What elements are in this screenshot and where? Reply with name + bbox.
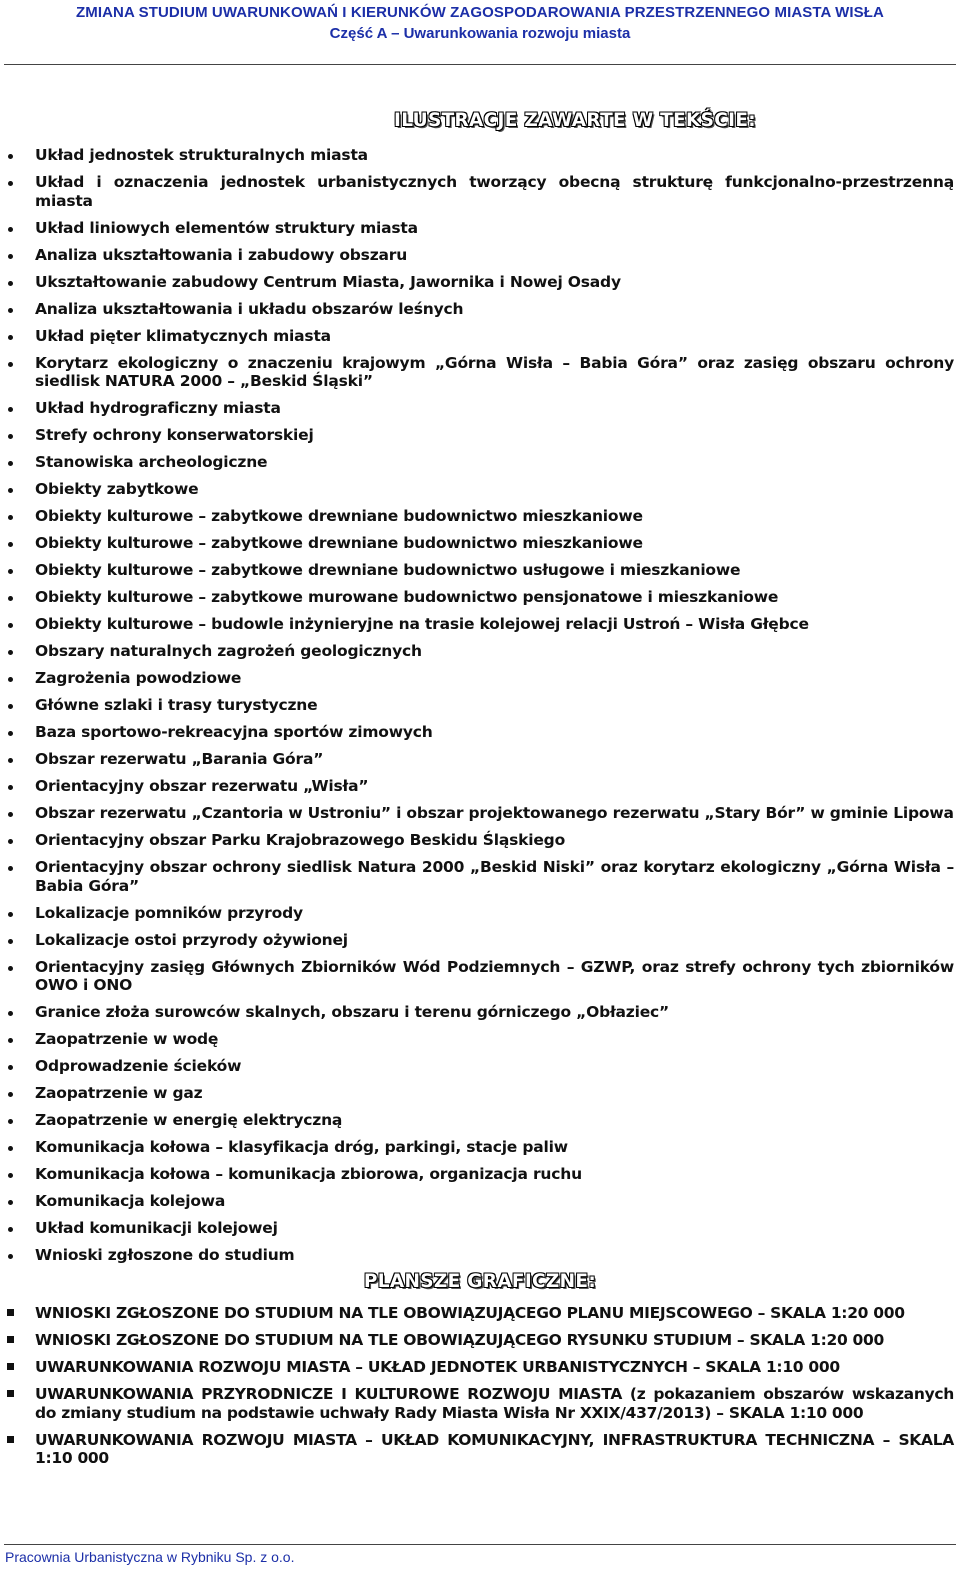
illustration-item-text: Obiekty kulturowe – zabytkowe drewniane budownictwo mieszkaniowe (35, 534, 643, 552)
illustration-item-text: Układ hydrograficzny miasta (35, 399, 281, 417)
round-bullet-icon (8, 515, 13, 520)
plan-item-text: WNIOSKI ZGŁOSZONE DO STUDIUM NA TLE OBOWIĄZUJĄCEGO RYSUNKU STUDIUM – SKALA 1:20 000 (35, 1331, 885, 1349)
illustration-item (0, 831, 960, 850)
illustration-item (0, 723, 960, 742)
illustration-item (0, 273, 960, 292)
round-bullet-icon (8, 1227, 13, 1232)
illustration-item-text: Obiekty kulturowe – budowle inżynieryjne na trasie kolejowej relacji Ustroń – Wisła Głębce (35, 615, 809, 633)
illustration-item (0, 1138, 960, 1157)
illustration-item-text: Komunikacja kołowa – klasyfikacja dróg, parkingi, stacje paliw (35, 1138, 568, 1156)
round-bullet-icon (8, 1146, 13, 1151)
plan-item-text: WNIOSKI ZGŁOSZONE DO STUDIUM NA TLE OBOWIĄZUJĄCEGO PLANU MIEJSCOWEGO – SKALA 1:20 000 (35, 1304, 905, 1322)
illustration-item-text: Obszary naturalnych zagrożeń geologicznych (35, 642, 422, 660)
round-bullet-icon (8, 731, 13, 736)
round-bullet-icon (8, 1038, 13, 1043)
illustration-item (0, 480, 960, 499)
illustration-item (0, 1165, 960, 1184)
round-bullet-icon (8, 758, 13, 763)
round-bullet-icon (8, 1173, 13, 1178)
illustration-item (0, 246, 960, 265)
illustration-item (0, 399, 960, 418)
illustration-item-text: Lokalizacje ostoi przyrody ożywionej (35, 930, 348, 949)
plan-item (0, 1331, 960, 1350)
illustration-item (0, 1111, 960, 1130)
illustration-item (0, 146, 960, 165)
illustration-item-text: Orientacyjny obszar rezerwatu „Wisła” (35, 777, 369, 795)
round-bullet-icon (8, 461, 13, 466)
round-bullet-icon (8, 1065, 13, 1070)
illustration-item-text: Zaopatrzenie w gaz (35, 1084, 203, 1102)
illustration-item (0, 931, 960, 950)
round-bullet-icon (8, 677, 13, 682)
illustration-item (0, 750, 960, 769)
plan-item-text: UWARUNKOWANIA ROZWOJU MIASTA – UKŁAD KOMUNIKACYJNY, INFRASTRUKTURA TECHNICZNA – SKALA 1:10 000 (35, 1430, 954, 1467)
illustration-item-text: Orientacyjny zasięg Głównych Zbiorników Wód Podziemnych – GZWP, oraz strefy ochrony tych zbiorników OWO i ONO (35, 957, 954, 994)
illustration-item (0, 777, 960, 796)
round-bullet-icon (8, 812, 13, 817)
round-bullet-icon (8, 785, 13, 790)
round-bullet-icon (8, 650, 13, 655)
illustration-item-text: Układ i oznaczenia jednostek urbanistycznych tworzący obecną strukturę funkcjonalno-przestrzenną miasta (35, 173, 954, 210)
illustration-item-text: Strefy ochrony konserwatorskiej (35, 426, 314, 444)
illustration-item-text: Główne szlaki i trasy turystyczne (35, 696, 318, 714)
round-bullet-icon (8, 227, 13, 232)
document-subtitle: Część A – Uwarunkowania rozwoju miasta (329, 25, 631, 42)
round-bullet-icon (8, 254, 13, 259)
illustration-item-text: Obszar rezerwatu „Czantoria w Ustroniu” i obszar projektowanego rezerwatu „Stary Bór” w gminie Lipowa (35, 804, 954, 822)
illustrations-list (0, 146, 960, 1273)
illustration-item-text: Obiekty zabytkowe (35, 480, 199, 498)
round-bullet-icon (8, 839, 13, 844)
square-bullet-icon (7, 1309, 14, 1316)
illustration-item-text: Układ komunikacji kolejowej (35, 1219, 278, 1237)
illustration-item-text: Zaopatrzenie w energię elektryczną (35, 1111, 343, 1129)
illustration-item-text: Komunikacja kołowa – komunikacja zbiorowa, organizacja ruchu (35, 1165, 582, 1183)
illustration-item-text: Korytarz ekologiczny o znaczeniu krajowym „Górna Wisła – Babia Góra” oraz zasięg obszaru ochrony siedlisk NATURA 2000 – „Beskid Śląski” (35, 353, 954, 390)
header-divider (4, 64, 956, 65)
round-bullet-icon (8, 966, 13, 971)
square-bullet-icon (7, 1336, 14, 1343)
round-bullet-icon (8, 939, 13, 944)
illustration-item (0, 173, 960, 210)
round-bullet-icon (8, 1092, 13, 1097)
illustration-item-text: Obiekty kulturowe – zabytkowe murowane budownictwo pensjonatowe i mieszkaniowe (35, 588, 779, 606)
square-bullet-icon (7, 1436, 14, 1443)
illustration-item-text: Orientacyjny obszar ochrony siedlisk Natura 2000 „Beskid Niski” oraz korytarz ekologiczny „Górna Wisła – Babia Góra” (35, 858, 954, 895)
illustration-item (0, 1003, 960, 1022)
square-bullet-icon (7, 1390, 14, 1397)
round-bullet-icon (8, 1011, 13, 1016)
round-bullet-icon (8, 1200, 13, 1205)
plan-item (0, 1358, 960, 1377)
illustration-item-text: Układ liniowych elementów struktury miasta (35, 218, 418, 237)
illustration-item-text: Lokalizacje pomników przyrody (35, 903, 303, 922)
footer-divider (4, 1544, 956, 1545)
round-bullet-icon (8, 154, 13, 159)
plans-list (0, 1304, 960, 1476)
illustration-item-text: Odprowadzenie ścieków (35, 1057, 242, 1075)
illustration-item (0, 1192, 960, 1211)
plan-item (0, 1385, 960, 1422)
plan-item (0, 1431, 960, 1468)
round-bullet-icon (8, 181, 13, 186)
illustration-item (0, 958, 960, 995)
illustration-item-text: Zagrożenia powodziowe (35, 669, 242, 687)
illustration-item (0, 534, 960, 553)
illustration-item (0, 1057, 960, 1076)
illustration-item (0, 300, 960, 319)
illustration-item-text: Granice złoża surowców skalnych, obszaru i terenu górniczego „Obłaziec” (35, 1003, 670, 1021)
round-bullet-icon (8, 488, 13, 493)
round-bullet-icon (8, 704, 13, 709)
illustrations-heading: ILUSTRACJE ZAWARTE W TEKŚCIE: (394, 110, 756, 131)
illustration-item (0, 904, 960, 923)
round-bullet-icon (8, 281, 13, 286)
document-title: ZMIANA STUDIUM UWARUNKOWAŃ I KIERUNKÓW ZAGOSPODAROWANIA PRZESTRZENNEGO MIASTA WISŁA (76, 4, 884, 21)
illustration-item-text: Układ pięter klimatycznych miasta (35, 326, 331, 345)
illustration-item (0, 327, 960, 346)
illustration-item (0, 219, 960, 238)
round-bullet-icon (8, 335, 13, 340)
round-bullet-icon (8, 596, 13, 601)
illustration-item-text: Komunikacja kolejowa (35, 1192, 226, 1210)
illustration-item-text: Wnioski zgłoszone do studium (35, 1246, 295, 1264)
illustration-item (0, 1219, 960, 1238)
illustration-item (0, 426, 960, 445)
plan-item (0, 1304, 960, 1323)
illustration-item-text: Obiekty kulturowe – zabytkowe drewniane budownictwo mieszkaniowe (35, 507, 643, 525)
round-bullet-icon (8, 569, 13, 574)
illustration-item-text: Obiekty kulturowe – zabytkowe drewniane budownictwo usługowe i mieszkaniowe (35, 561, 741, 579)
illustration-item (0, 696, 960, 715)
illustration-item-text: Stanowiska archeologiczne (35, 453, 268, 471)
round-bullet-icon (8, 866, 13, 871)
illustration-item (0, 561, 960, 580)
round-bullet-icon (8, 912, 13, 917)
illustration-item-text: Ukształtowanie zabudowy Centrum Miasta, Jawornika i Nowej Osady (35, 272, 621, 291)
round-bullet-icon (8, 362, 13, 367)
illustration-item (0, 615, 960, 634)
illustration-item-text: Układ jednostek strukturalnych miasta (35, 146, 368, 164)
illustration-item (0, 354, 960, 391)
plans-heading: PLANSZE GRAFICZNE: (363, 1271, 597, 1292)
illustration-item (0, 804, 960, 823)
illustration-item (0, 1030, 960, 1049)
illustration-item-text: Baza sportowo-rekreacyjna sportów zimowych (35, 723, 433, 741)
illustration-item-text: Zaopatrzenie w wodę (35, 1030, 219, 1048)
illustration-item (0, 588, 960, 607)
round-bullet-icon (8, 1254, 13, 1259)
illustration-item (0, 1084, 960, 1103)
round-bullet-icon (8, 407, 13, 412)
round-bullet-icon (8, 542, 13, 547)
illustration-item (0, 858, 960, 895)
round-bullet-icon (8, 623, 13, 628)
illustration-item (0, 642, 960, 661)
round-bullet-icon (8, 434, 13, 439)
round-bullet-icon (8, 308, 13, 313)
illustration-item (0, 669, 960, 688)
illustration-item-text: Analiza ukształtowania i zabudowy obszaru (35, 245, 408, 264)
footer-company: Pracownia Urbanistyczna w Rybniku Sp. z o.o. (5, 1549, 295, 1565)
illustration-item (0, 453, 960, 472)
round-bullet-icon (8, 1119, 13, 1124)
illustration-item-text: Analiza ukształtowania i układu obszarów leśnych (35, 299, 464, 318)
illustration-item (0, 1246, 960, 1265)
illustration-item-text: Orientacyjny obszar Parku Krajobrazowego Beskidu Śląskiego (35, 831, 566, 849)
illustration-item-text: Obszar rezerwatu „Barania Góra” (35, 750, 324, 768)
plan-item-text: UWARUNKOWANIA PRZYRODNICZE I KULTUROWE ROZWOJU MIASTA (z pokazaniem obszarów wskazanych do zmiany studium na podstawie uchwały Rady Miasta Wisła Nr XXIX/437/2013) – SKALA 1:10 000 (35, 1385, 954, 1422)
square-bullet-icon (7, 1363, 14, 1370)
illustration-item (0, 507, 960, 526)
plan-item-text: UWARUNKOWANIA ROZWOJU MIASTA – UKŁAD JEDNOTEK URBANISTYCZNYCH – SKALA 1:10 000 (35, 1358, 840, 1376)
